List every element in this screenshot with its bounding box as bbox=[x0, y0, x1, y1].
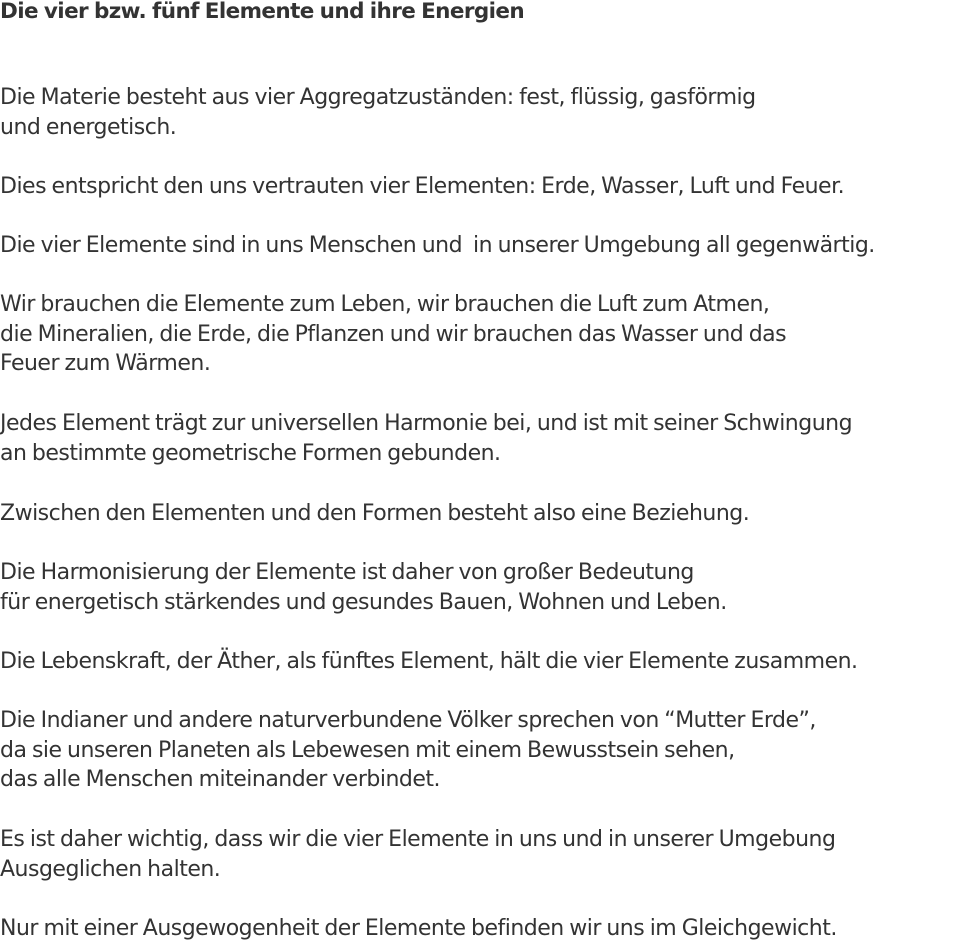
paragraph-harmonie: Jedes Element trägt zur universellen Harmonie bei, und ist mit seiner Schwingung an bestimmte geometrische Formen gebunden. bbox=[0, 411, 853, 466]
page-title: Die vier bzw. fünf Elemente und ihre Energien bbox=[0, 0, 525, 24]
paragraph-leben: Wir brauchen die Elemente zum Leben, wir brauchen die Luft zum Atmen, die Mineralien, die Erde, die Pflanzen und wir brauchen das Wasser und das Feuer zum Wärmen. bbox=[0, 292, 787, 377]
paragraph-gleichgewicht: Nur mit einer Ausgewogenheit der Elemente befinden wir uns im Gleichgewicht. bbox=[0, 916, 837, 941]
paragraph-beziehung: Zwischen den Elementen und den Formen besteht also eine Beziehung. bbox=[0, 501, 750, 526]
paragraph-harmonisierung: Die Harmonisierung der Elemente ist daher von großer Bedeutung für energetisch stärkendes und gesundes Bauen, Wohnen und Leben. bbox=[0, 560, 727, 615]
paragraph-mutter-erde: Die Indianer und andere naturverbundene Völker sprechen von “Mutter Erde”, da sie unseren Planeten als Lebewesen mit einem Bewusstsein sehen, das alle Menschen miteinander verbindet. bbox=[0, 708, 816, 793]
paragraph-ausgeglichen: Es ist daher wichtig, dass wir die vier Elemente in uns und in unserer Umgebung Ausgeglichen halten. bbox=[0, 827, 836, 882]
paragraph-vier-elemente: Dies entspricht den uns vertrauten vier Elementen: Erde, Wasser, Luft und Feuer. bbox=[0, 174, 845, 199]
paragraph-aggregatzustaende: Die Materie besteht aus vier Aggregatzuständen: fest, flüssig, gasförmig und energetisch. bbox=[0, 85, 756, 140]
paragraph-aether: Die Lebenskraft, der Äther, als fünftes Element, hält die vier Elemente zusammen. bbox=[0, 649, 858, 674]
paragraph-gegenwaertig: Die vier Elemente sind in uns Menschen und in unserer Umgebung all gegenwärtig. bbox=[0, 233, 875, 258]
